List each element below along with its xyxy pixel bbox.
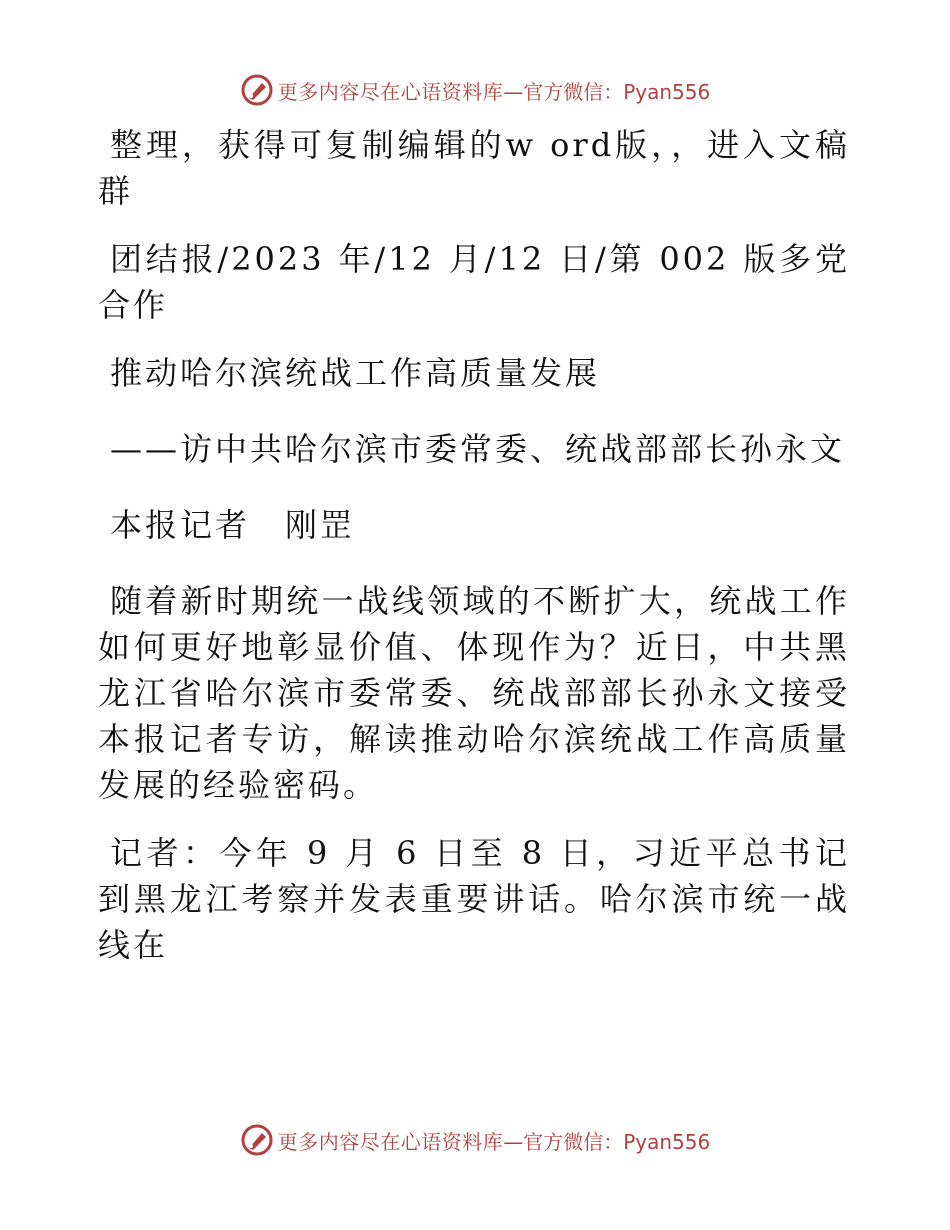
header-watermark xyxy=(0,68,950,112)
paragraph-source: 团结报/2023 年/12 月/12 日/第 002 版多党合作 xyxy=(98,240,850,324)
watermark-text: 更多内容尽在心语资料库 xyxy=(277,1129,504,1154)
watermark-text: 更多内容尽在心语资料库 xyxy=(277,79,504,104)
pen-nib-logo-icon xyxy=(240,1123,274,1157)
footer-watermark xyxy=(0,1118,950,1162)
pen-nib-logo-icon xyxy=(240,73,274,107)
watermark-suffix: —官方微信：Pyan556 xyxy=(503,1129,711,1154)
paragraph-question: 记者：今年 9 月 6 日至 8 日，习近平总书记到黑龙江考察并发表重要讲话。哈尔滨市统一战线在 xyxy=(98,834,850,964)
document-body xyxy=(98,122,850,990)
article-title: 推动哈尔滨统战工作高质量发展 xyxy=(110,354,601,392)
article-byline: 本报记者 刚罡 xyxy=(110,506,356,544)
paragraph-note: 整理，获得可复制编辑的w ord版，，进入文稿群 xyxy=(98,126,850,210)
paragraph-intro: 随着新时期统一战线领域的不断扩大，统战工作如何更好地彰显价值、体现作为？近日，中共黑龙江省哈尔滨市委常委、统战部部长孙永文接受本报记者专访，解读推动哈尔滨统战工作高质量发展的经验密码。 xyxy=(98,582,850,804)
article-subtitle: ——访中共哈尔滨市委常委、统战部部长孙永文 xyxy=(110,430,846,468)
watermark-suffix: —官方微信：Pyan556 xyxy=(503,79,711,104)
